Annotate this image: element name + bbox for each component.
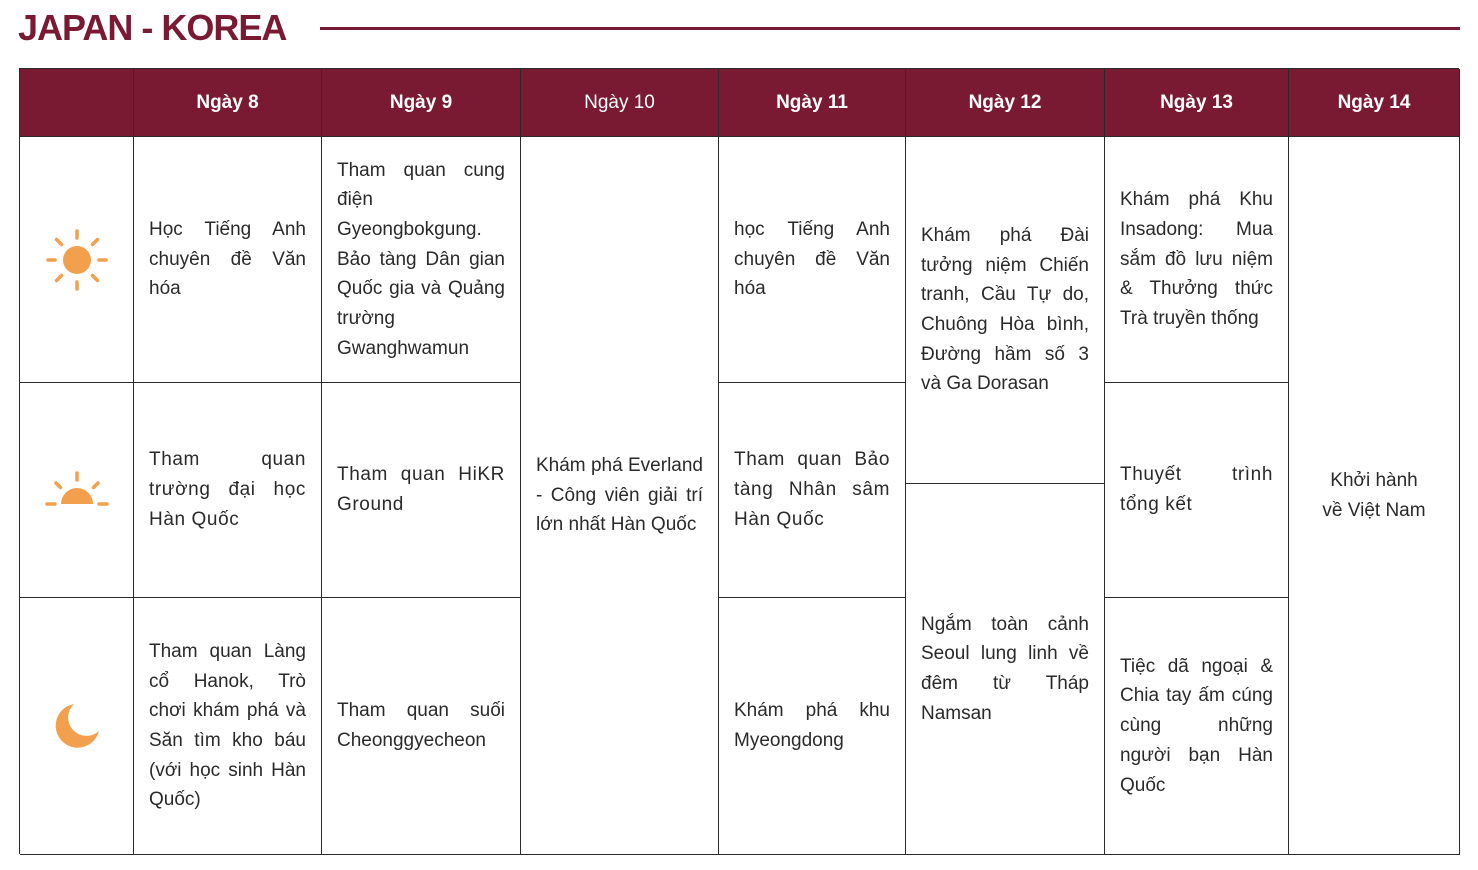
day13-morning-text: Khám phá Khu Insadong: Mua sắm đồ lưu niệm & Thưởng thức Trà truyền thống — [1120, 189, 1273, 330]
header-blank — [20, 69, 134, 137]
header-day-13: Ngày 13 — [1105, 69, 1289, 137]
day13-afternoon-cell — [1105, 383, 1289, 598]
evening-row-label — [20, 598, 134, 855]
header-day-14: Ngày 14 — [1289, 69, 1460, 137]
page-title: JAPAN - KOREA — [18, 7, 287, 48]
day14-text: Khởi hành về Việt Nam — [1322, 469, 1426, 521]
schedule-table — [19, 68, 1459, 854]
day8-evening-text: Tham quan Làng cổ Hanok, Trò chơi khám phá và Săn tìm kho báu (với học sinh Hàn Quốc) — [149, 640, 306, 811]
day9-afternoon-text: Tham quan HiKR Ground — [337, 464, 505, 515]
day9-morning-cell — [322, 137, 521, 383]
day13-evening-cell — [1105, 598, 1289, 855]
header-day-8: Ngày 8 — [134, 69, 322, 137]
day10-cell — [521, 137, 719, 855]
day11-afternoon-cell — [719, 383, 906, 598]
day9-afternoon-cell — [322, 383, 521, 598]
header-day-9: Ngày 9 — [322, 69, 521, 137]
afternoon-row-label — [20, 383, 134, 598]
day12-night-cell — [906, 484, 1105, 855]
day8-morning-cell — [134, 137, 322, 383]
day8-afternoon-cell — [134, 383, 322, 598]
day8-afternoon-text: Tham quan trường đại học Hàn Quốc — [149, 449, 306, 530]
day11-morning-cell — [719, 137, 906, 383]
day13-evening-text: Tiệc dã ngoại & Chia tay ấm cúng cùng những người bạn Hàn Quốc — [1120, 655, 1273, 796]
day13-afternoon-text: Thuyết trình tổng kết — [1120, 464, 1273, 515]
day12-day-cell — [906, 137, 1105, 484]
morning-row-label — [20, 137, 134, 383]
day14-cell — [1289, 137, 1460, 855]
title-divider — [320, 27, 1460, 30]
day8-morning-text: Học Tiếng Anh chuyên đề Văn hóa — [149, 218, 306, 300]
moon-icon — [52, 701, 102, 751]
day12-night-text: Ngắm toàn cảnh Seoul lung linh về đêm từ Tháp Namsan — [921, 613, 1089, 724]
day8-evening-cell — [134, 598, 322, 855]
day9-evening-text: Tham quan suối Cheonggyecheon — [337, 700, 505, 751]
header-day-11: Ngày 11 — [719, 69, 906, 137]
header-day-12: Ngày 12 — [906, 69, 1105, 137]
day9-evening-cell — [322, 598, 521, 855]
day9-morning-text: Tham quan cung điện Gyeongbokgung. Bảo tàng Dân gian Quốc gia và Quảng trường Gwanghwamun — [337, 159, 505, 359]
header-day-10: Ngày 10 — [521, 69, 719, 137]
sun-icon — [45, 228, 109, 292]
day13-morning-cell — [1105, 137, 1289, 383]
sunset-icon — [45, 470, 109, 510]
day11-evening-cell — [719, 598, 906, 855]
day10-text: Khám phá Everland - Công viên giải trí lớn nhất Hàn Quốc — [536, 454, 703, 536]
day11-evening-text: Khám phá khu Myeongdong — [734, 700, 890, 751]
day11-morning-text: học Tiếng Anh chuyên đề Văn hóa — [734, 218, 890, 300]
day12-day-text: Khám phá Đài tưởng niệm Chiến tranh, Cầu Tự do, Chuông Hòa bình, Đường hầm số 3 và Ga Dorasan — [921, 224, 1089, 395]
day11-afternoon-text: Tham quan Bảo tàng Nhân sâm Hàn Quốc — [734, 449, 890, 530]
